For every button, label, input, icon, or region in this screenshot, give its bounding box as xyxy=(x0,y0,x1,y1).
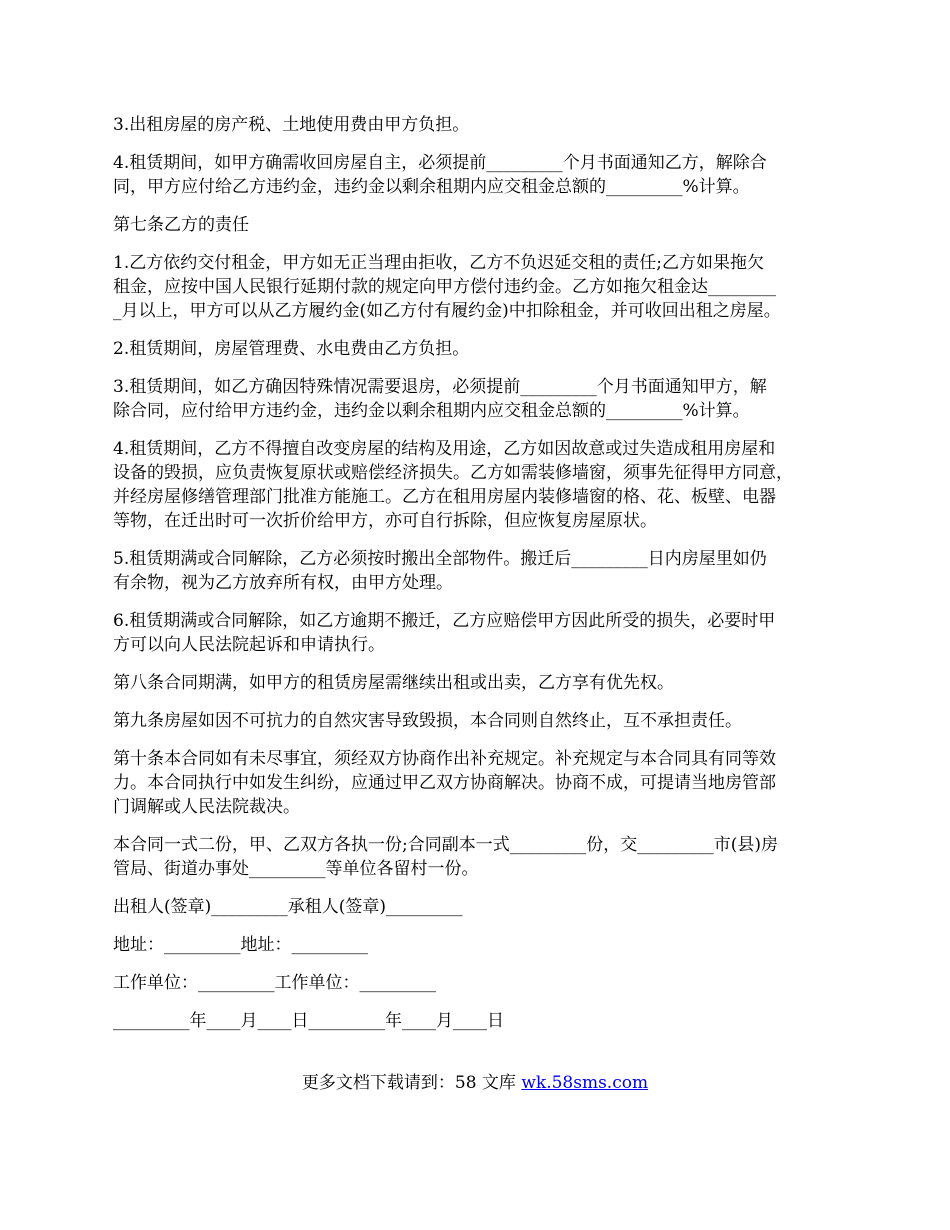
footer xyxy=(0,1071,950,1095)
paragraph-line: 租金，应按中国人民银行延期付款的规定向甲方偿付违约金。乙方如拖欠租金达________ xyxy=(113,277,776,297)
paragraph xyxy=(113,1009,843,1033)
paragraph-line: 6.租赁期满或合同解除，如乙方逾期不搬迁，乙方应赔偿甲方因此所受的损失，必要时甲 xyxy=(113,611,776,631)
paragraph xyxy=(113,547,843,595)
paragraph-line: 第十条本合同如有未尽事宜，须经双方协商作出补充规定。补充规定与本合同具有同等效 xyxy=(113,749,776,769)
paragraph-line: 方可以向人民法院起诉和申请执行。 xyxy=(113,635,385,655)
paragraph-line: 出租人(签章)_________承租人(签章)_________ xyxy=(113,897,463,917)
paragraph-line: 4.租赁期间，如甲方确需收回房屋自主，必须提前_________个月书面通知乙方，解除合 xyxy=(113,153,767,173)
paragraph-line: _月以上，甲方可以从乙方履约金(如乙方付有履约金)中扣除租金，并可收回出租之房屋。 xyxy=(113,301,781,321)
paragraph-line: 力。本合同执行中如发生纠纷，应通过甲乙双方协商解决。协商不成，可提请当地房管部 xyxy=(113,773,776,793)
paragraph-line: 工作单位：_________工作单位：_________ xyxy=(113,973,436,993)
paragraph-line: 4.租赁期间，乙方不得擅自改变房屋的结构及用途，乙方如因故意或过失造成租用房屋和 xyxy=(113,439,776,459)
paragraph-line: 2.租赁期间，房屋管理费、水电费由乙方负担。 xyxy=(113,339,470,359)
footer-link[interactable]: wk.58sms.com xyxy=(521,1073,649,1093)
footer-text: 更多文档下载请到：58 文库 xyxy=(301,1073,522,1093)
paragraph xyxy=(113,375,843,423)
paragraph xyxy=(113,833,843,881)
paragraph xyxy=(113,213,843,237)
document-body xyxy=(113,113,843,1047)
paragraph xyxy=(113,251,843,323)
paragraph-line: 第九条房屋如因不可抗力的自然灾害导致毁损，本合同则自然终止，互不承担责任。 xyxy=(113,711,742,731)
paragraph xyxy=(113,971,843,995)
paragraph-line: 等物，在迁出时可一次折价给甲方，亦可自行拆除，但应恢复房屋原状。 xyxy=(113,511,657,531)
paragraph-line: 地址：_________地址：_________ xyxy=(113,935,368,955)
paragraph-line: 第八条合同期满，如甲方的租赁房屋需继续出租或出卖，乙方享有优先权。 xyxy=(113,673,674,693)
paragraph-line: 并经房屋修缮管理部门批准方能施工。乙方在租用房屋内装修墙窗的格、花、板壁、电器 xyxy=(113,487,776,507)
paragraph-line: 同，甲方应付给乙方违约金，违约金以剩余租期内应交租金总额的_________%计算。 xyxy=(113,177,750,197)
paragraph-line: 除合同，应付给甲方违约金，违约金以剩余租期内应交租金总额的_________%计算。 xyxy=(113,401,750,421)
paragraph-line: 设备的毁损，应负责恢复原状或赔偿经济损失。乙方如需装修墙窗，须事先征得甲方同意， xyxy=(113,463,793,483)
paragraph-line: 1.乙方依约交付租金，甲方如无正当理由拒收，乙方不负迟延交租的责任;乙方如果拖欠 xyxy=(113,253,764,273)
paragraph-line: 有余物，视为乙方放弃所有权，由甲方处理。 xyxy=(113,573,453,593)
paragraph-line: 3.出租房屋的房产税、土地使用费由甲方负担。 xyxy=(113,115,470,135)
paragraph xyxy=(113,933,843,957)
paragraph xyxy=(113,151,843,199)
paragraph-line: _________年____月____日_________年____月____日 xyxy=(113,1011,504,1031)
paragraph xyxy=(113,113,843,137)
paragraph-line: 管局、街道办事处_________等单位各留村一份。 xyxy=(113,859,479,879)
paragraph-line: 本合同一式二份，甲、乙双方各执一份;合同副本一式_________份，交_________市(县)房 xyxy=(113,835,778,855)
paragraph xyxy=(113,437,843,533)
paragraph-line: 第七条乙方的责任 xyxy=(113,215,249,235)
paragraph xyxy=(113,709,843,733)
paragraph-line: 5.租赁期满或合同解除，乙方必须按时搬出全部物件。搬迁后_________日内房屋里如仍 xyxy=(113,549,767,569)
paragraph xyxy=(113,895,843,919)
paragraph xyxy=(113,747,843,819)
paragraph xyxy=(113,609,843,657)
paragraph-line: 3.租赁期间，如乙方确因特殊情况需要退房，必须提前_________个月书面通知甲方，解 xyxy=(113,377,767,397)
paragraph xyxy=(113,337,843,361)
paragraph-line: 门调解或人民法院裁决。 xyxy=(113,797,300,817)
paragraph xyxy=(113,671,843,695)
